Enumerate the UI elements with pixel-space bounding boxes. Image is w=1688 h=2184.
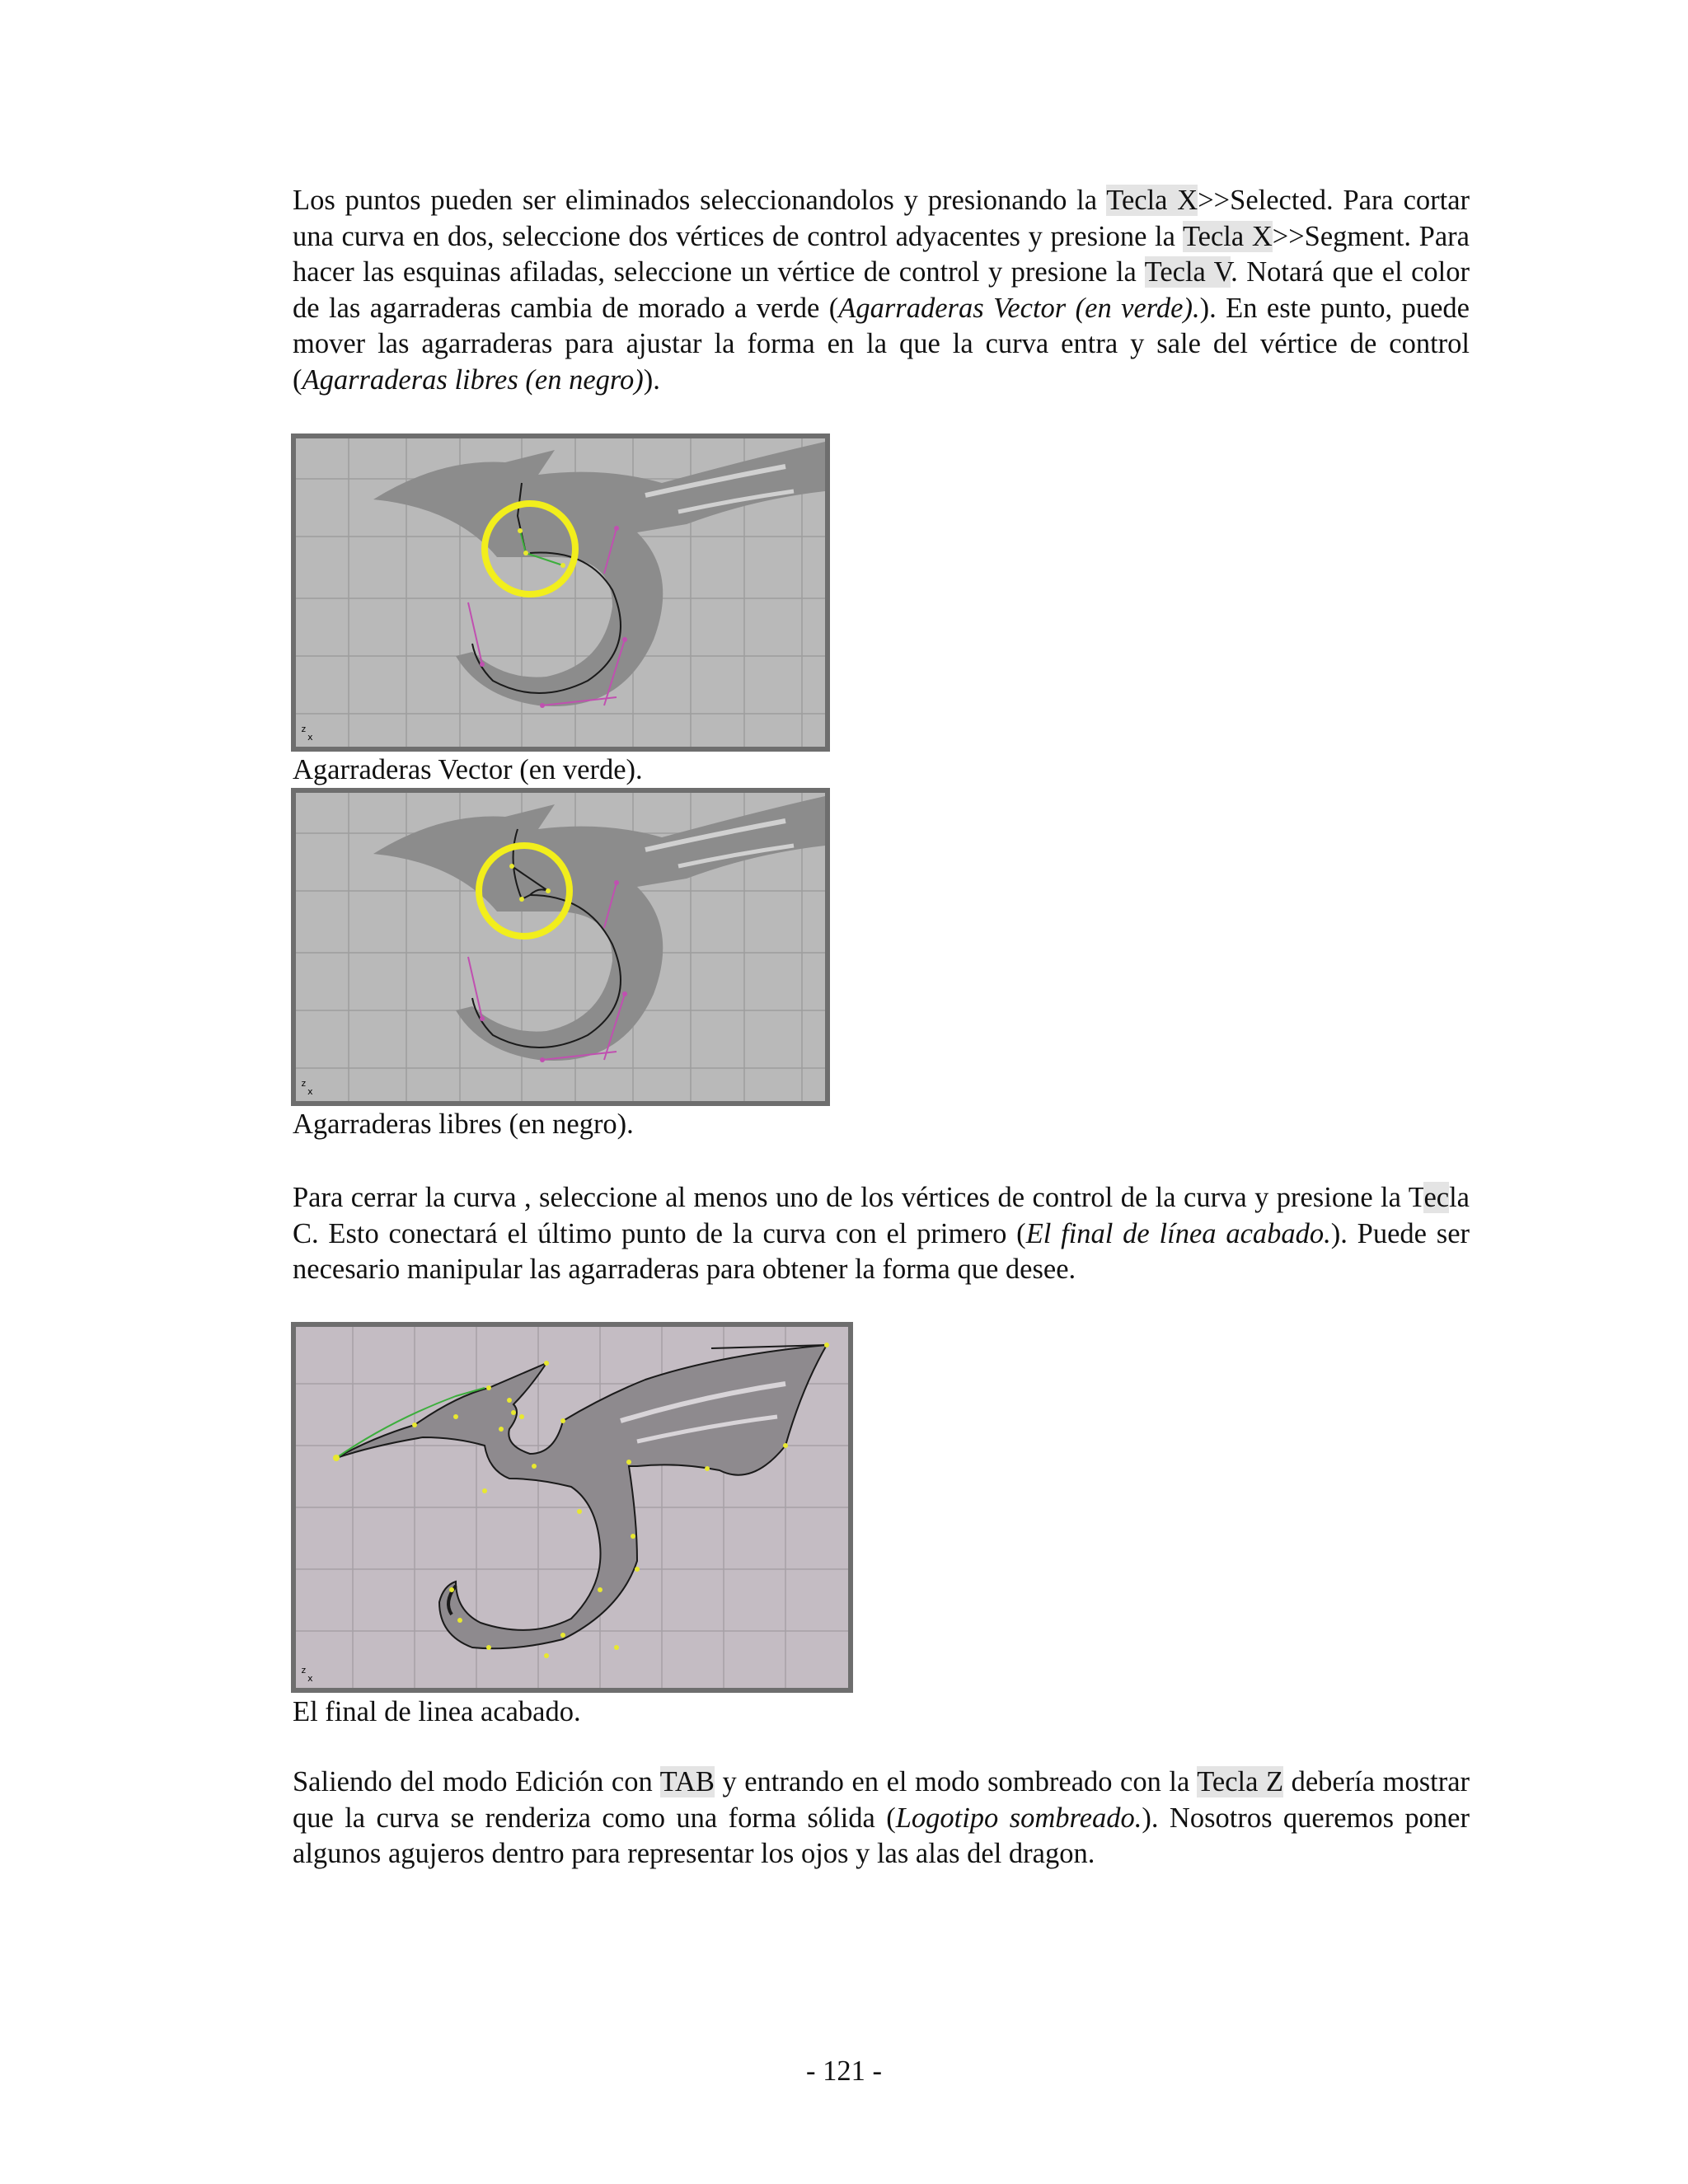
key-highlight: TAB (659, 1766, 715, 1797)
axis-x-label: x (307, 1673, 313, 1684)
axis-x-label: x (307, 1086, 313, 1097)
figure-caption: Agarraderas libres (en negro). (293, 1108, 634, 1140)
axis-z-label: z (301, 1078, 307, 1089)
page-number: - 121 - (806, 2055, 882, 2087)
viewport-screenshot (291, 788, 830, 1106)
figure-caption: Agarraderas Vector (en verde). (293, 754, 643, 785)
key-highlight: Tecla Z (1197, 1766, 1284, 1797)
key-highlight: ec (1423, 1182, 1450, 1213)
axis-z-label: z (301, 1665, 307, 1675)
figure-free-handles (291, 788, 830, 1106)
key-highlight: Tecla X (1106, 185, 1198, 216)
figure-vector-handles (291, 434, 830, 752)
figure-finished-line (291, 1322, 853, 1693)
paragraph-2: Para cerrar la curva , seleccione al menos uno de los vértices de control de la curva y presione la Tecla C. Esto conectará el último punto de la curva con el primero (El final de línea acabado.). Puede ser necesario manipular las agarraderas para obtener la forma que desee. (293, 1182, 1470, 1285)
key-highlight: Tecla X (1182, 220, 1273, 252)
axis-x-label: x (307, 732, 313, 743)
viewport-screenshot (291, 1322, 853, 1693)
axis-z-label: z (301, 724, 307, 734)
figure-caption: El final de linea acabado. (293, 1696, 581, 1727)
figure-reference: Logotipo sombreado. (895, 1802, 1142, 1834)
key-highlight: Tecla V (1144, 256, 1231, 288)
figure-reference: El final de línea acabado. (1025, 1217, 1331, 1249)
paragraph-1: Los puntos pueden ser eliminados seleccionandolos y presionando la Tecla X>>Selected. Para cortar una curva en dos, seleccione dos vértices de control adyacentes y presione la Tecla X>>Segment. Para hacer las esquinas afiladas, seleccione un vértice de control y presione la Tecla V. Notará que el color de las agarraderas cambia de morado a verde (Agarraderas Vector (en verde).). En este punto, puede mover las agarraderas para ajustar la forma en la que la curva entra y sale del vértice de control (Agarraderas libres (en negro)). (293, 185, 1470, 396)
figure-reference: Agarraderas Vector (en verde). (838, 292, 1200, 324)
viewport-screenshot (291, 434, 830, 752)
figure-reference: Agarraderas libres (en negro) (302, 363, 644, 396)
paragraph-3: Saliendo del modo Edición con TAB y entrando en el modo sombreado con la Tecla Z debería mostrar que la curva se renderiza como una forma sólida (Logotipo sombreado.). Nosotros queremos poner algunos agujeros dentro para representar los ojos y las alas del dragon. (293, 1766, 1470, 1869)
